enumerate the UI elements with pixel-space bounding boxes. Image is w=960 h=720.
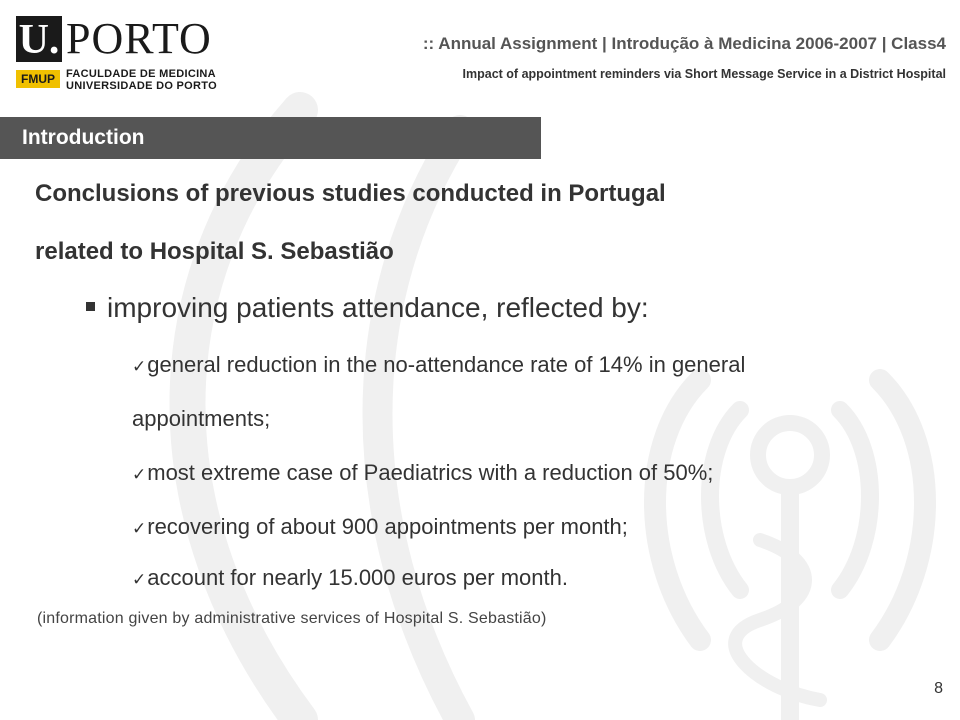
check-item xyxy=(132,514,628,540)
heading-line-1: Conclusions of previous studies conducted in Portugal xyxy=(35,180,666,207)
logo-fmup-badge: FMUP xyxy=(16,70,60,88)
header-project-title: Impact of appointment reminders via Short Message Service in a District Hospital xyxy=(462,67,946,81)
bullet-item xyxy=(86,292,649,324)
section-title: Introduction xyxy=(22,126,145,149)
check-item-text: recovering of about 900 appointments per month; xyxy=(147,514,628,539)
check-item xyxy=(132,352,745,378)
square-bullet-icon xyxy=(86,302,95,311)
check-item-text: appointments; xyxy=(132,406,271,431)
header-course-title: :: Annual Assignment | Introdução à Medicina 2006-2007 | Class4 xyxy=(422,34,946,53)
bullet-text: improving patients attendance, reflected by: xyxy=(107,292,649,323)
logo-porto-text: PORTO xyxy=(66,14,212,63)
check-item-continuation xyxy=(132,406,270,432)
logo-u-mark: U. xyxy=(16,16,62,62)
checkmark-icon: ✓ xyxy=(132,570,147,589)
check-item-text: account for nearly 15.000 euros per month. xyxy=(147,565,568,590)
check-item-text: general reduction in the no-attendance rate of 14% in general xyxy=(147,352,746,377)
logo-faculty-line1: FACULDADE DE MEDICINA xyxy=(66,68,216,80)
checkmark-icon: ✓ xyxy=(132,465,147,484)
checkmark-icon: ✓ xyxy=(132,519,147,538)
source-note: (information given by administrative services of Hospital S. Sebastião) xyxy=(37,610,547,627)
logo-faculty-line2: UNIVERSIDADE DO PORTO xyxy=(66,80,217,92)
checkmark-icon: ✓ xyxy=(132,357,147,376)
page-number: 8 xyxy=(934,680,943,697)
check-item xyxy=(132,565,568,591)
check-item xyxy=(132,460,713,486)
heading-line-2: related to Hospital S. Sebastião xyxy=(35,238,394,265)
check-item-text: most extreme case of Paediatrics with a reduction of 50%; xyxy=(147,460,714,485)
